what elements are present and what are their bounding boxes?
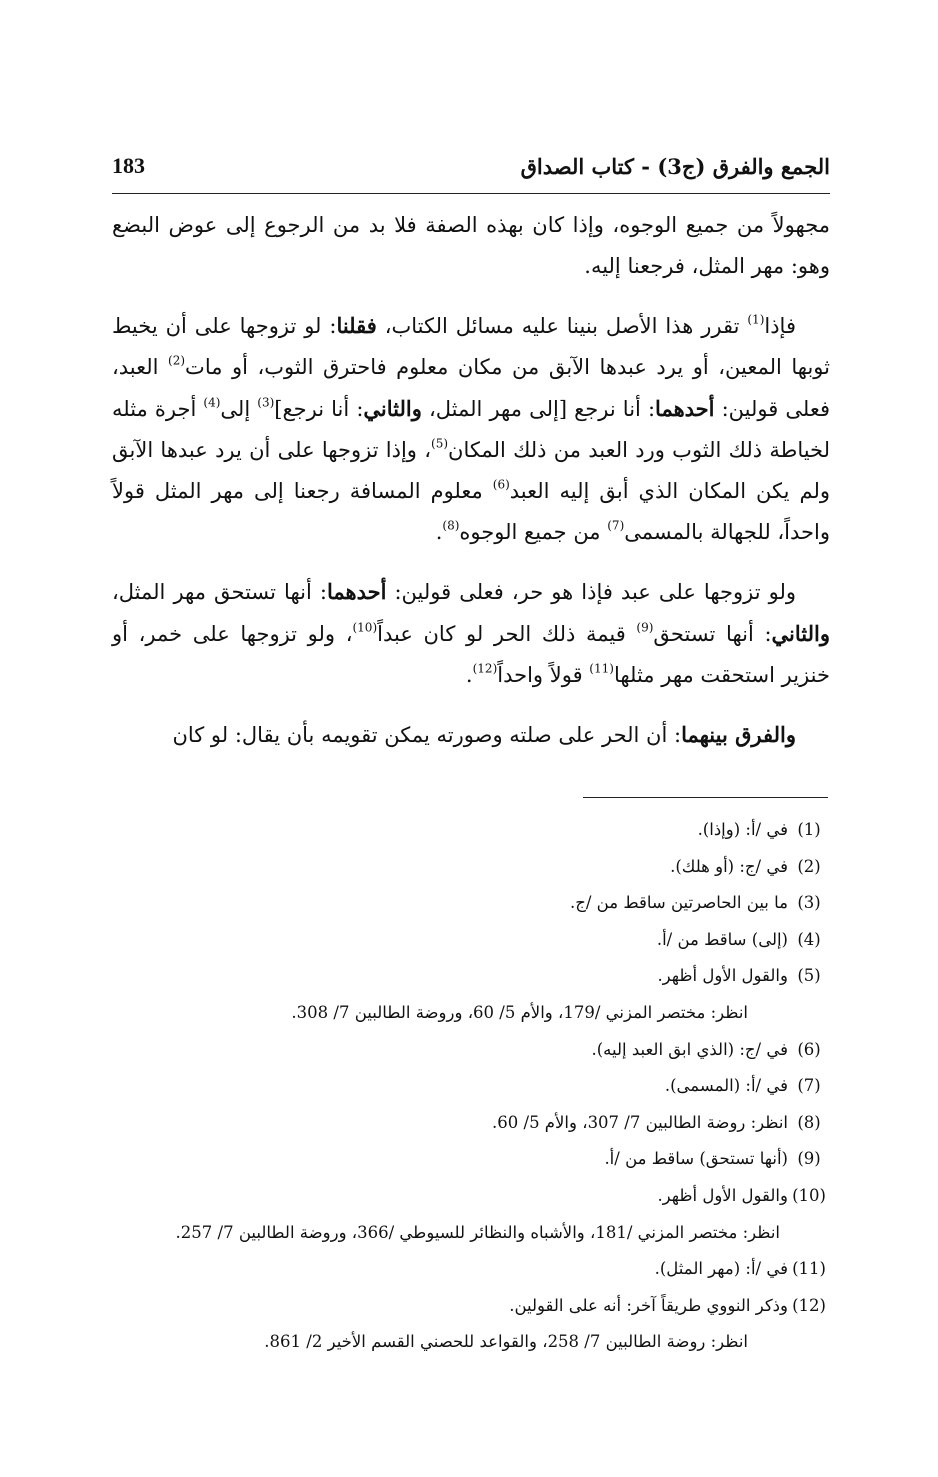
text-segment: : أنها تستحق xyxy=(653,622,772,646)
text-segment: . xyxy=(435,520,443,544)
page-header xyxy=(112,146,830,186)
footnote-ref[interactable]: (3) xyxy=(257,395,275,410)
footnote-item xyxy=(112,958,830,995)
footnote-number: (7) xyxy=(797,1076,821,1096)
footnote-number: (5) xyxy=(797,966,821,986)
footnote-number: (12) xyxy=(792,1295,826,1315)
footnote-item xyxy=(112,1068,830,1105)
footnotes xyxy=(112,812,830,1361)
footnote-text: والقول الأول أظهر. xyxy=(657,1185,788,1205)
footnote-number: (2) xyxy=(797,856,821,876)
text-segment: معلوم المسافة رجعنا إلى مهر المثل قولاً واحداً، للجهالة بالمسمى xyxy=(112,479,830,544)
footnote-number: (8) xyxy=(797,1112,821,1132)
footnote-ref[interactable]: (10) xyxy=(352,620,378,635)
footnote-item xyxy=(112,812,830,849)
footnote-text: (إلى) ساقط من /أ. xyxy=(656,929,788,949)
footnote-continuation: انظر: مختصر المزني /179، والأم 5/ 60، وروضة الطالبين 7/ 308. xyxy=(291,1002,748,1022)
footnote-ref[interactable]: (8) xyxy=(442,518,460,533)
footnote-ref[interactable]: (9) xyxy=(636,620,654,635)
footnote-item xyxy=(112,1141,830,1178)
text-segment: تقرر هذا الأصل بنينا عليه مسائل الكتاب، xyxy=(376,314,748,338)
paragraph-4 xyxy=(112,714,830,756)
footnote-separator xyxy=(583,797,828,798)
footnote-item xyxy=(112,849,830,886)
text-segment: : أن الحر على صلته وصورته يمكن تقويمه بأن يقال: لو كان xyxy=(172,723,682,747)
footnote-ref[interactable]: (11) xyxy=(589,661,614,676)
footnote-ref[interactable]: (7) xyxy=(607,518,625,533)
text-segment: : أنا نرجع [إلى مهر المثل، xyxy=(421,397,656,421)
footnote-item xyxy=(112,885,830,922)
footnote-text: في /ج: (الذي ابق العبد إليه). xyxy=(591,1039,788,1059)
text-segment: أجرة مثله لخياطة ذلك الثوب ورد العبد من ذلك المكان xyxy=(112,397,831,462)
footnote-ref[interactable]: (5) xyxy=(431,436,449,451)
bold-term: والثاني xyxy=(771,621,830,646)
footnote-number: (9) xyxy=(797,1149,821,1169)
footnote-continuation: انظر: مختصر المزني /181، والأشباه والنظائر للسيوطي /366، وروضة الطالبين 7/ 257. xyxy=(175,1222,780,1242)
text-segment: فإذا xyxy=(764,314,796,338)
footnote-ref[interactable]: (1) xyxy=(747,312,765,327)
footnote-item xyxy=(112,1251,830,1288)
header-rule xyxy=(112,193,830,194)
body-text xyxy=(112,205,830,756)
footnote-text: في /أ: (مهر المثل). xyxy=(654,1259,788,1279)
bold-term: والفرق بينهما xyxy=(681,722,796,747)
footnote-ref[interactable]: (6) xyxy=(492,477,510,492)
text-segment: من جميع الوجوه xyxy=(459,520,608,544)
footnote-ref[interactable]: (12) xyxy=(472,661,498,676)
footnote-number: (10) xyxy=(792,1185,826,1205)
footnote-text: في /ج: (أو هلك). xyxy=(670,856,788,876)
footnote-text: في /أ: (وإذا). xyxy=(697,820,788,839)
footnote-item xyxy=(112,922,830,959)
text-segment: ولو تزوجها على عبد فإذا هو حر، فعلى قولين: xyxy=(386,580,796,604)
text-segment: ، وإذا تزوجها على أن يرد عبدها الآبق ولم يكن المكان الذي أبق إليه العبد xyxy=(112,438,830,503)
paragraph-2 xyxy=(112,305,830,553)
running-title: الجمع والفرق (ج3) - كتاب الصداق xyxy=(520,153,830,179)
footnote-ref[interactable]: (2) xyxy=(168,353,186,368)
footnote-text: انظر: روضة الطالبين 7/ 307، والأم 5/ 60. xyxy=(492,1112,788,1132)
text-segment: : أنها تستحق مهر المثل، xyxy=(112,580,327,604)
footnote-continuation: انظر: روضة الطالبين 7/ 258، والقواعد للحصني القسم الأخير 2/ 861. xyxy=(264,1332,748,1352)
text-segment: قولاً واحداً xyxy=(497,663,590,687)
footnote-number: (4) xyxy=(797,929,821,949)
footnote-item xyxy=(112,1288,830,1325)
paragraph-1: مجهولاً من جميع الوجوه، وإذا كان بهذه الصفة فلا بد من الرجوع إلى عوض البضع وهو: مهر المثل، فرجعنا إليه. xyxy=(112,213,830,278)
text-segment: . xyxy=(465,663,473,687)
bold-term: فقلنا xyxy=(336,313,377,338)
footnote-number: (1) xyxy=(797,820,821,839)
text-segment: إلى xyxy=(220,397,258,421)
text-segment: ، ولو تزوجها على خمر، أو خنزير استحقت مهر مثلها xyxy=(112,622,830,687)
footnote-item xyxy=(112,1105,830,1142)
footnote-text: ما بين الحاصرتين ساقط من /ج. xyxy=(569,893,788,913)
footnote-text: وذكر النووي طريقاً آخر: أنه على القولين. xyxy=(509,1295,788,1315)
footnote-item xyxy=(112,1032,830,1069)
footnote-text: (أنها تستحق) ساقط من /أ. xyxy=(604,1149,788,1169)
footnote-ref[interactable]: (4) xyxy=(203,395,221,410)
footnote-text: في /أ: (المسمى). xyxy=(664,1076,788,1096)
footnote-number: (3) xyxy=(797,893,821,913)
bold-term: أحدهما xyxy=(655,396,715,421)
text-segment: العبد، فعلى قولين: xyxy=(112,355,830,421)
footnote-number: (11) xyxy=(792,1259,826,1279)
text-segment: قيمة ذلك الحر لو كان عبداً xyxy=(377,622,637,646)
page-number: 183 xyxy=(112,153,145,178)
footnote-item xyxy=(112,1178,830,1215)
paragraph-3 xyxy=(112,571,830,696)
text-segment: : أنا نرجع] xyxy=(274,397,364,421)
footnote-text: والقول الأول أظهر. xyxy=(657,966,788,986)
bold-term: أحدهما xyxy=(326,579,387,604)
footnote-number: (6) xyxy=(797,1039,821,1059)
text-segment: : لو تزوجها على أن يخيط ثوبها المعين، أو يرد عبدها الآبق من مكان معلوم فاحترق الثوب، أو مات xyxy=(112,314,830,379)
bold-term: والثاني xyxy=(363,396,422,421)
